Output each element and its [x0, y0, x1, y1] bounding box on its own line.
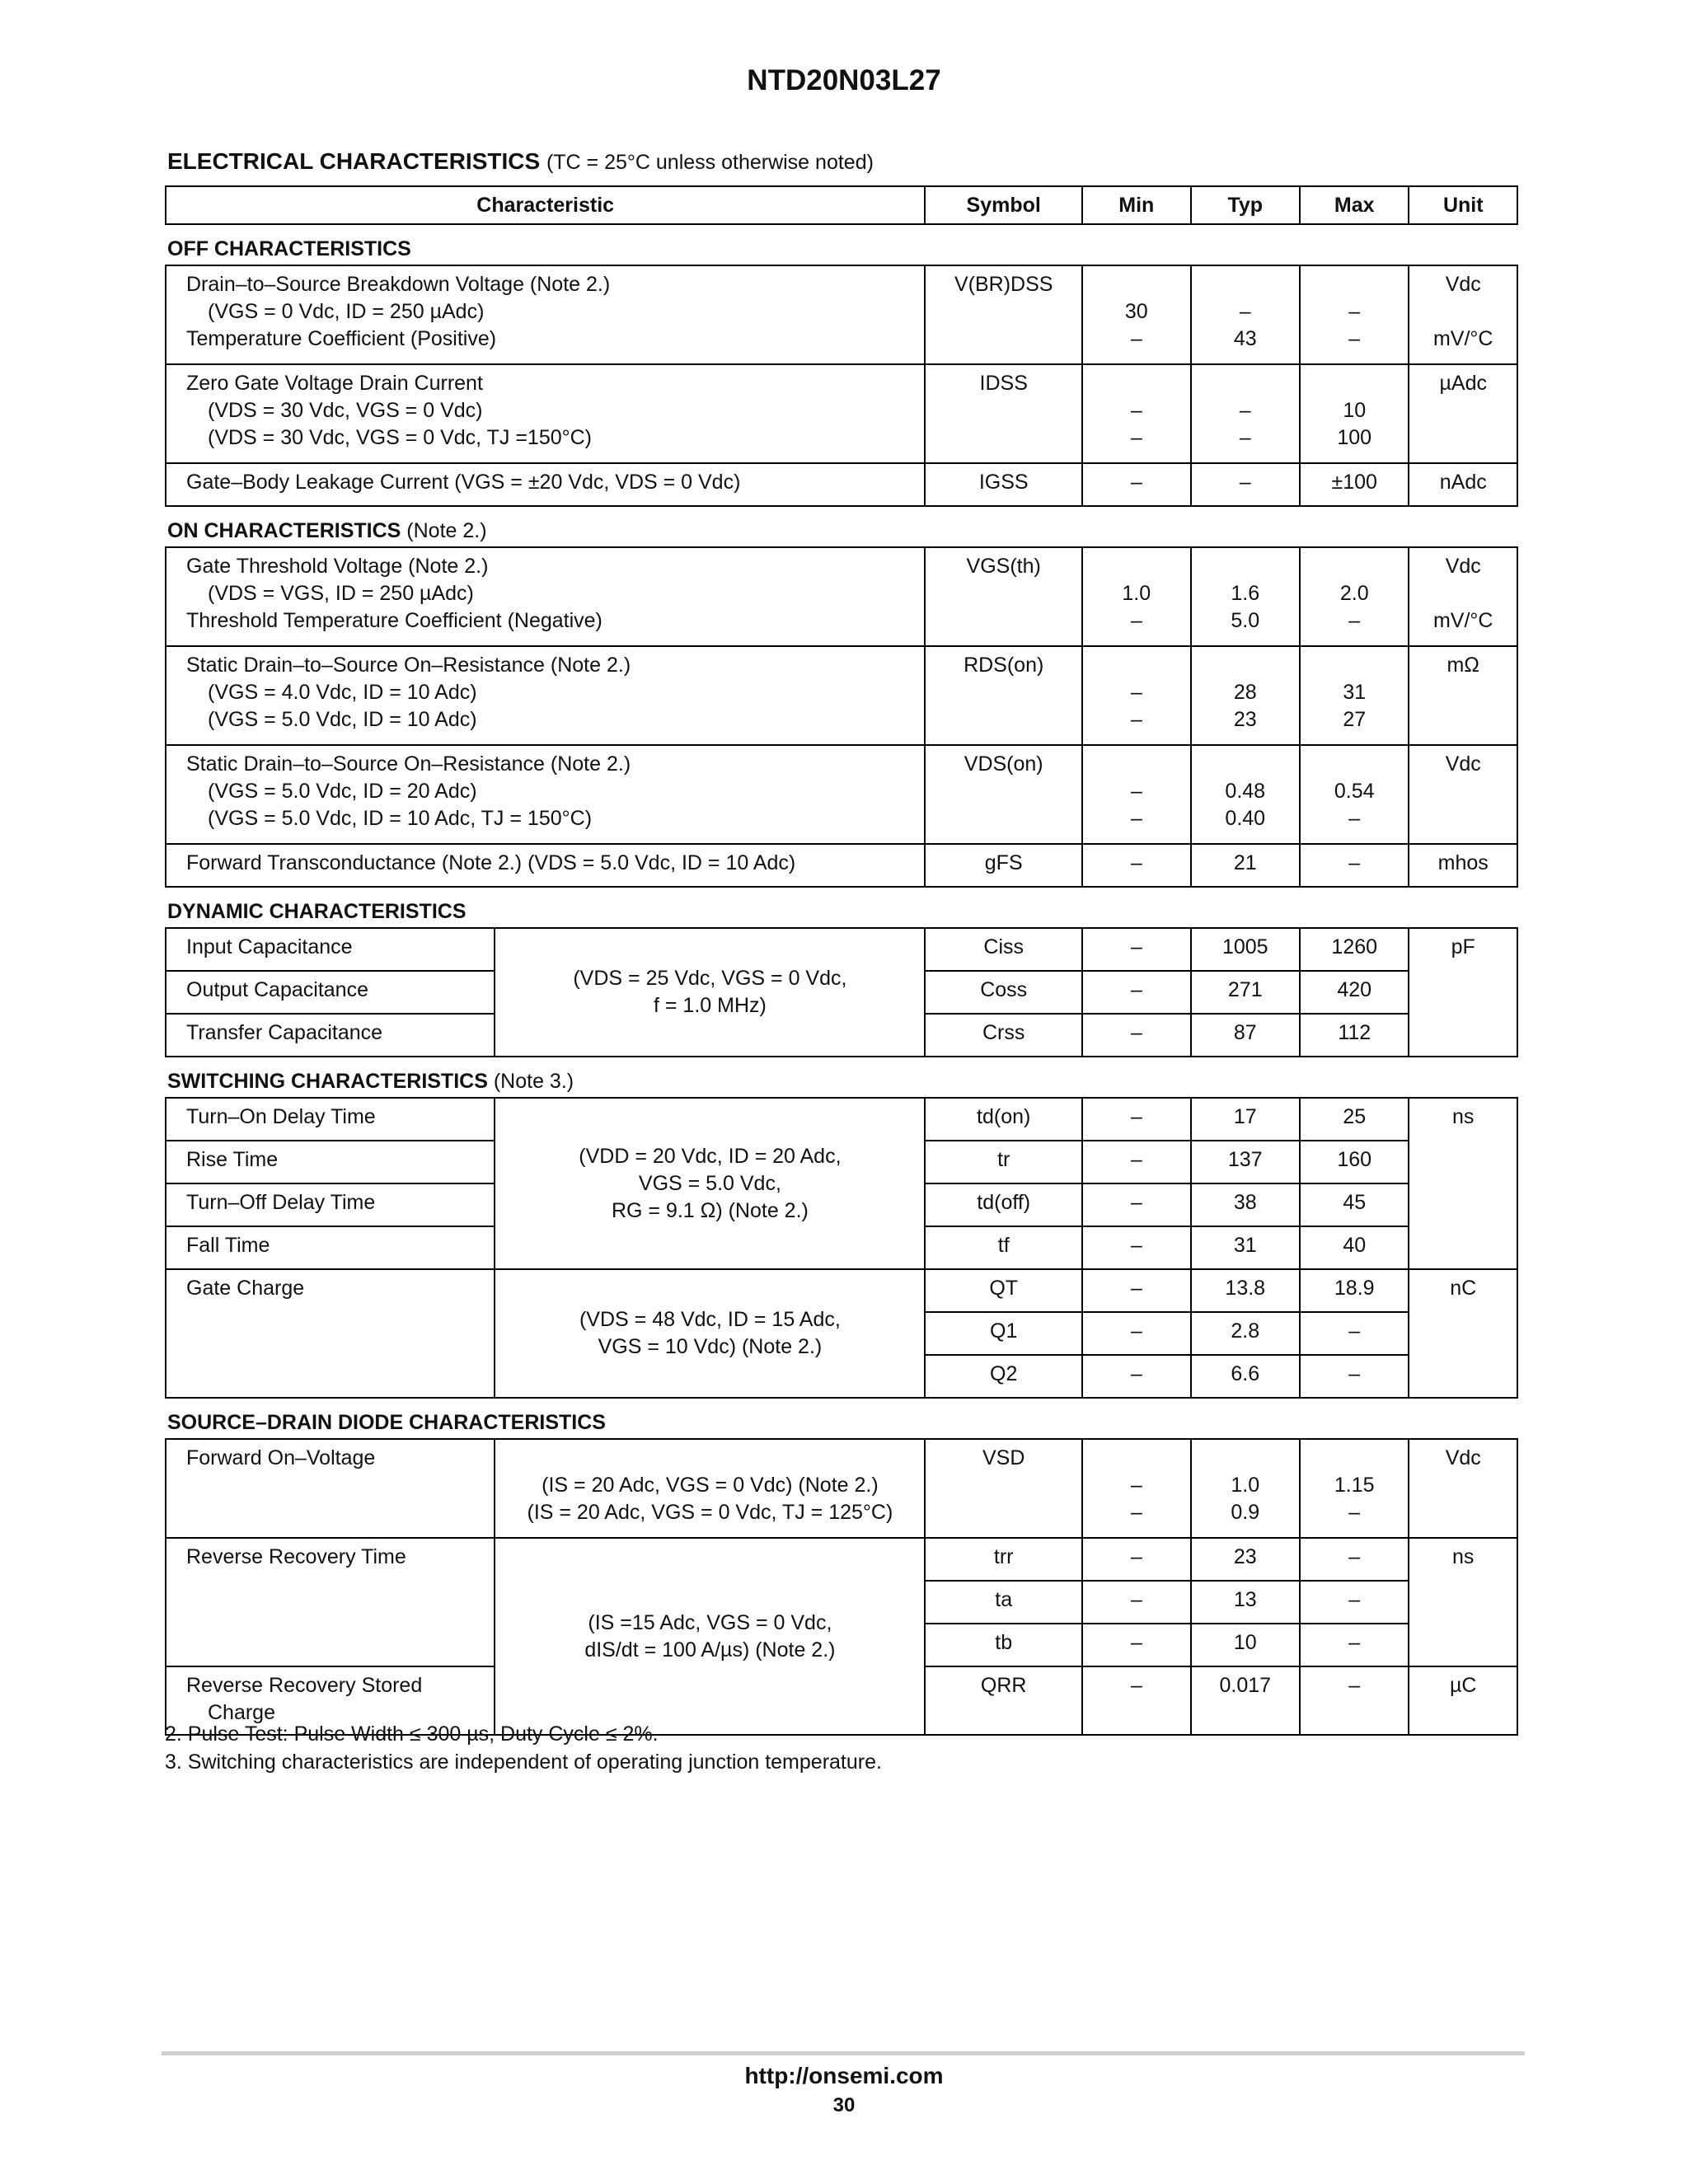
char-vgsth: Gate Threshold Voltage (Note 2.) (VDS = VGS, ID = 250 µAdc) Threshold Temperature Coefficient (Negative): [166, 547, 925, 646]
max-qt: 18.9: [1300, 1269, 1409, 1312]
max-tr: 160: [1300, 1141, 1409, 1183]
max-idss: 10 100: [1300, 364, 1409, 463]
section-switching: SWITCHING CHARACTERISTICS (Note 3.): [167, 1069, 574, 1093]
sym-bvdss: V(BR)DSS: [925, 265, 1082, 364]
typ-vsd: 1.0 0.9: [1191, 1439, 1300, 1538]
sym-qrr: QRR: [925, 1666, 1082, 1735]
cond-capacitance: (VDS = 25 Vdc, VGS = 0 Vdc, f = 1.0 MHz): [495, 928, 925, 1057]
sym-q2: Q2: [925, 1355, 1082, 1398]
min-tdoff: –: [1082, 1183, 1190, 1226]
footnote-3: 3. Switching characteristics are independent of operating junction temperature.: [165, 1750, 882, 1774]
min-tr: –: [1082, 1141, 1190, 1183]
section-row: [166, 1057, 1517, 1098]
sym-tdon: td(on): [925, 1098, 1082, 1141]
heading-text: ELECTRICAL CHARACTERISTICS: [167, 148, 541, 174]
min-tdon: –: [1082, 1098, 1190, 1141]
unit-rdson: mΩ: [1409, 646, 1517, 745]
char-tdon: Turn–On Delay Time: [166, 1098, 495, 1141]
sym-vdson: VDS(on): [925, 745, 1082, 844]
unit-capacitance: pF: [1409, 928, 1517, 1057]
typ-bvdss: – 43: [1191, 265, 1300, 364]
typ-tdon: 17: [1191, 1098, 1300, 1141]
section-on: ON CHARACTERISTICS (Note 2.): [167, 518, 487, 542]
header-min: Min: [1082, 186, 1190, 224]
header-max: Max: [1300, 186, 1409, 224]
typ-crss: 87: [1191, 1014, 1300, 1057]
max-ta: –: [1300, 1581, 1409, 1624]
char-vdson: Static Drain–to–Source On–Resistance (Note 2.) (VGS = 5.0 Vdc, ID = 20 Adc) (VGS = 5.0 Vdc, ID = 10 Adc, TJ = 150°C): [166, 745, 925, 844]
char-trr: Reverse Recovery Time: [166, 1538, 495, 1666]
min-vsd: – –: [1082, 1439, 1190, 1538]
unit-vgsth: Vdc mV/°C: [1409, 547, 1517, 646]
table-row: [166, 1538, 1517, 1581]
typ-qrr: 0.017: [1191, 1666, 1300, 1735]
char-bvdss: Drain–to–Source Breakdown Voltage (Note 2.) (VGS = 0 Vdc, ID = 250 µAdc) Temperature Coefficient (Positive): [166, 265, 925, 364]
min-tb: –: [1082, 1624, 1190, 1666]
header-symbol: Symbol: [925, 186, 1082, 224]
min-gfs: –: [1082, 844, 1190, 887]
sym-q1: Q1: [925, 1312, 1082, 1355]
heading-condition: (TC = 25°C unless otherwise noted): [546, 151, 874, 174]
min-rdson: – –: [1082, 646, 1190, 745]
cond-switching: (VDD = 20 Vdc, ID = 20 Adc, VGS = 5.0 Vdc, RG = 9.1 Ω) (Note 2.): [495, 1098, 925, 1269]
page-title: NTD20N03L27: [747, 64, 941, 96]
max-bvdss: – –: [1300, 265, 1409, 364]
char-tr: Rise Time: [166, 1141, 495, 1183]
section-row: [166, 1398, 1517, 1439]
sym-tdoff: td(off): [925, 1183, 1082, 1226]
typ-q2: 6.6: [1191, 1355, 1300, 1398]
char-gfs: Forward Transconductance (Note 2.) (VDS = 5.0 Vdc, ID = 10 Adc): [166, 844, 925, 887]
section-row: [166, 887, 1517, 928]
max-tdoff: 45: [1300, 1183, 1409, 1226]
min-igss: –: [1082, 463, 1190, 506]
sym-ciss: Ciss: [925, 928, 1082, 971]
table-row: [166, 928, 1517, 971]
min-qt: –: [1082, 1269, 1190, 1312]
unit-idss: µAdc: [1409, 364, 1517, 463]
max-tdon: 25: [1300, 1098, 1409, 1141]
sym-ta: ta: [925, 1581, 1082, 1624]
table-row: [166, 265, 1517, 364]
typ-trr: 23: [1191, 1538, 1300, 1581]
max-rdson: 31 27: [1300, 646, 1409, 745]
min-vgsth: 1.0 –: [1082, 547, 1190, 646]
table-row: [166, 1269, 1517, 1312]
min-crss: –: [1082, 1014, 1190, 1057]
cond-reverse-recovery: (IS =15 Adc, VGS = 0 Vdc, dIS/dt = 100 A/µs) (Note 2.): [495, 1538, 925, 1735]
unit-trr: ns: [1409, 1538, 1517, 1666]
sym-coss: Coss: [925, 971, 1082, 1014]
electrical-characteristics-table: [165, 185, 1518, 1736]
unit-igss: nAdc: [1409, 463, 1517, 506]
max-ciss: 1260: [1300, 928, 1409, 971]
sym-igss: IGSS: [925, 463, 1082, 506]
unit-vsd: Vdc: [1409, 1439, 1517, 1538]
min-ta: –: [1082, 1581, 1190, 1624]
table-header-row: [166, 186, 1517, 224]
min-q2: –: [1082, 1355, 1190, 1398]
max-gfs: –: [1300, 844, 1409, 887]
sym-rdson: RDS(on): [925, 646, 1082, 745]
sym-tb: tb: [925, 1624, 1082, 1666]
table-row: [166, 844, 1517, 887]
sym-gfs: gFS: [925, 844, 1082, 887]
cond-vsd: (IS = 20 Adc, VGS = 0 Vdc) (Note 2.) (IS = 20 Adc, VGS = 0 Vdc, TJ = 125°C): [495, 1439, 925, 1538]
unit-bvdss: Vdc mV/°C: [1409, 265, 1517, 364]
max-trr: –: [1300, 1538, 1409, 1581]
typ-vdson: 0.48 0.40: [1191, 745, 1300, 844]
typ-qt: 13.8: [1191, 1269, 1300, 1312]
char-igss: Gate–Body Leakage Current (VGS = ±20 Vdc, VDS = 0 Vdc): [166, 463, 925, 506]
table-row: [166, 547, 1517, 646]
unit-vdson: Vdc: [1409, 745, 1517, 844]
header-typ: Typ: [1191, 186, 1300, 224]
unit-switching: ns: [1409, 1098, 1517, 1269]
min-qrr: –: [1082, 1666, 1190, 1735]
cond-gate-charge: (VDS = 48 Vdc, ID = 15 Adc, VGS = 10 Vdc) (Note 2.): [495, 1269, 925, 1398]
min-ciss: –: [1082, 928, 1190, 971]
table-row: [166, 463, 1517, 506]
char-tdoff: Turn–Off Delay Time: [166, 1183, 495, 1226]
footnotes: [165, 1720, 882, 1776]
section-heading: [167, 148, 874, 175]
footnote-2: 2. Pulse Test: Pulse Width ≤ 300 µs, Duty Cycle ≤ 2%.: [165, 1722, 659, 1746]
typ-tf: 31: [1191, 1226, 1300, 1269]
typ-ta: 13: [1191, 1581, 1300, 1624]
sym-vsd: VSD: [925, 1439, 1082, 1538]
max-q2: –: [1300, 1355, 1409, 1398]
min-trr: –: [1082, 1538, 1190, 1581]
section-row: [166, 224, 1517, 265]
typ-igss: –: [1191, 463, 1300, 506]
section-off: OFF CHARACTERISTICS: [167, 237, 411, 260]
max-q1: –: [1300, 1312, 1409, 1355]
typ-q1: 2.8: [1191, 1312, 1300, 1355]
char-coss: Output Capacitance: [166, 971, 495, 1014]
table-row: [166, 364, 1517, 463]
min-bvdss: 30 –: [1082, 265, 1190, 364]
char-crss: Transfer Capacitance: [166, 1014, 495, 1057]
sym-vgsth: VGS(th): [925, 547, 1082, 646]
max-crss: 112: [1300, 1014, 1409, 1057]
footer-divider: [162, 2051, 1525, 2055]
page-number: 30: [832, 2094, 856, 2116]
typ-vgsth: 1.6 5.0: [1191, 547, 1300, 646]
sym-idss: IDSS: [925, 364, 1082, 463]
min-idss: – –: [1082, 364, 1190, 463]
max-coss: 420: [1300, 971, 1409, 1014]
max-vgsth: 2.0 –: [1300, 547, 1409, 646]
typ-tdoff: 38: [1191, 1183, 1300, 1226]
sym-qt: QT: [925, 1269, 1082, 1312]
typ-tb: 10: [1191, 1624, 1300, 1666]
unit-qrr: µC: [1409, 1666, 1517, 1735]
max-tf: 40: [1300, 1226, 1409, 1269]
header-unit: Unit: [1409, 186, 1517, 224]
typ-rdson: 28 23: [1191, 646, 1300, 745]
max-qrr: –: [1300, 1666, 1409, 1735]
typ-coss: 271: [1191, 971, 1300, 1014]
char-vsd: Forward On–Voltage: [166, 1439, 495, 1538]
max-tb: –: [1300, 1624, 1409, 1666]
table-row: [166, 646, 1517, 745]
char-rdson: Static Drain–to–Source On–Resistance (Note 2.) (VGS = 4.0 Vdc, ID = 10 Adc) (VGS = 5.0 Vdc, ID = 10 Adc): [166, 646, 925, 745]
char-ciss: Input Capacitance: [166, 928, 495, 971]
section-diode: SOURCE–DRAIN DIODE CHARACTERISTICS: [167, 1410, 606, 1434]
typ-idss: – –: [1191, 364, 1300, 463]
char-idss: Zero Gate Voltage Drain Current (VDS = 30 Vdc, VGS = 0 Vdc) (VDS = 30 Vdc, VGS = 0 Vdc, TJ =150°C): [166, 364, 925, 463]
max-vdson: 0.54 –: [1300, 745, 1409, 844]
typ-tr: 137: [1191, 1141, 1300, 1183]
unit-gfs: mhos: [1409, 844, 1517, 887]
min-tf: –: [1082, 1226, 1190, 1269]
char-gate-charge: Gate Charge: [166, 1269, 495, 1398]
char-tf: Fall Time: [166, 1226, 495, 1269]
section-dynamic: DYNAMIC CHARACTERISTICS: [167, 899, 467, 923]
footer-url-link[interactable]: http://onsemi.com: [744, 2063, 944, 2088]
table-row: [166, 1098, 1517, 1141]
sym-tr: tr: [925, 1141, 1082, 1183]
min-vdson: – –: [1082, 745, 1190, 844]
sym-tf: tf: [925, 1226, 1082, 1269]
sym-trr: trr: [925, 1538, 1082, 1581]
section-row: [166, 506, 1517, 547]
max-vsd: 1.15 –: [1300, 1439, 1409, 1538]
typ-gfs: 21: [1191, 844, 1300, 887]
min-coss: –: [1082, 971, 1190, 1014]
min-q1: –: [1082, 1312, 1190, 1355]
typ-ciss: 1005: [1191, 928, 1300, 971]
max-igss: ±100: [1300, 463, 1409, 506]
char-qrr: Reverse Recovery Stored Charge: [166, 1666, 495, 1735]
table-row: [166, 745, 1517, 844]
table-row: [166, 1439, 1517, 1538]
header-characteristic: Characteristic: [166, 186, 925, 224]
sym-crss: Crss: [925, 1014, 1082, 1057]
unit-gate-charge: nC: [1409, 1269, 1517, 1398]
